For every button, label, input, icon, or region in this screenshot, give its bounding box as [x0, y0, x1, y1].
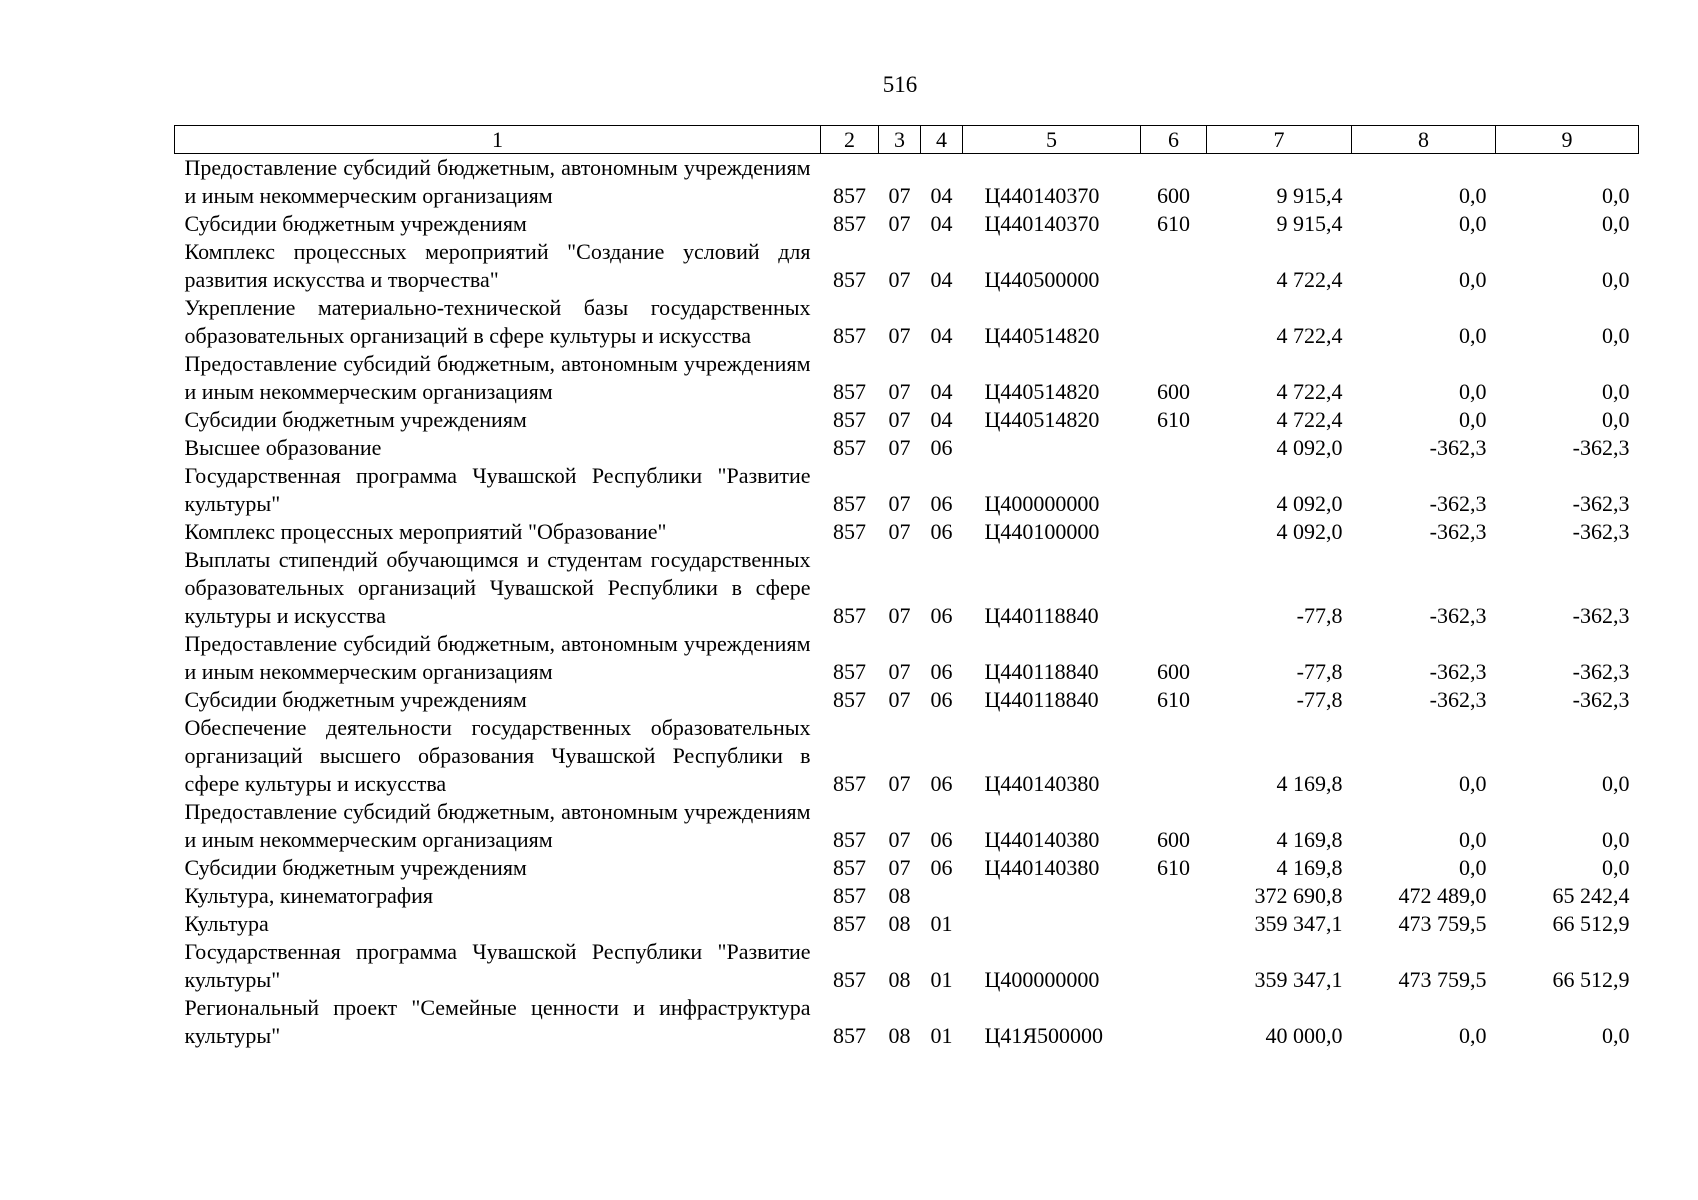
amount-col9-cell: 0,0	[1602, 267, 1630, 292]
column-header-7: 7	[1207, 126, 1352, 154]
column-number-row	[175, 126, 1639, 154]
expense-type-cell	[1141, 882, 1207, 910]
section-code-cell: 08	[888, 1023, 911, 1048]
amount-col8-cell: 0,0	[1459, 267, 1487, 292]
target-article-cell: Ц400000000	[984, 967, 1100, 992]
ministry-code-cell: 857	[833, 183, 866, 208]
amount-col9-cell: 66 512,9	[1552, 967, 1630, 992]
amount-col7-cell: 4 722,4	[1276, 407, 1343, 432]
subsection-code-cell: 04	[930, 323, 953, 348]
ministry-code-cell: 857	[833, 883, 866, 908]
expense-type-cell	[1141, 462, 1207, 518]
section-code-cell: 07	[888, 379, 911, 404]
table-row	[175, 938, 1639, 994]
section-code-cell: 07	[888, 407, 911, 432]
amount-col9-cell: 0,0	[1602, 183, 1630, 208]
amount-col9-cell: -362,3	[1572, 603, 1630, 628]
amount-col9-cell: -362,3	[1572, 491, 1630, 516]
amount-col9-cell: 0,0	[1602, 323, 1630, 348]
amount-col8-cell: 0,0	[1459, 323, 1487, 348]
expense-name-cell: Обеспечение деятельности государственных образовательных организаций высшего образования Чувашской Республики в сфере культуры и искусства	[184, 715, 811, 796]
table-row	[175, 518, 1639, 546]
amount-col8-cell: -362,3	[1429, 491, 1487, 516]
section-code-cell: 07	[888, 827, 911, 852]
target-article-cell: Ц440140370	[984, 211, 1100, 236]
ministry-code-cell: 857	[833, 855, 866, 880]
table-row	[175, 350, 1639, 406]
target-article-cell: Ц440118840	[984, 687, 1099, 712]
expense-name-cell: Предоставление субсидий бюджетным, автономным учреждениям и иным некоммерческим организациям	[184, 351, 811, 404]
subsection-code-cell: 04	[930, 379, 953, 404]
subsection-code-cell: 06	[930, 855, 953, 880]
target-article-cell: Ц440514820	[984, 379, 1100, 404]
table-row	[175, 210, 1639, 238]
expense-name-cell: Предоставление субсидий бюджетным, автономным учреждениям и иным некоммерческим организациям	[184, 155, 811, 208]
target-article-cell: Ц440514820	[984, 323, 1100, 348]
section-code-cell: 07	[888, 435, 911, 460]
amount-col8-cell: -362,3	[1429, 659, 1487, 684]
expense-type-cell	[1141, 294, 1207, 350]
amount-col7-cell: 4 092,0	[1276, 491, 1343, 516]
section-code-cell: 08	[888, 883, 911, 908]
amount-col9-cell: -362,3	[1572, 435, 1630, 460]
ministry-code-cell: 857	[833, 967, 866, 992]
amount-col7-cell: 359 347,1	[1254, 911, 1343, 936]
ministry-code-cell: 857	[833, 323, 866, 348]
expense-name-cell: Комплекс процессных мероприятий "Создание условий для развития искусства и творчества"	[184, 239, 811, 292]
page-number: 516	[882, 72, 918, 97]
ministry-code-cell: 857	[833, 603, 866, 628]
expense-type-cell	[1141, 546, 1207, 630]
section-code-cell: 07	[888, 183, 911, 208]
target-article-cell: Ц400000000	[984, 491, 1100, 516]
table-row	[175, 854, 1639, 882]
amount-col8-cell: 0,0	[1459, 211, 1487, 236]
expense-name-cell: Субсидии бюджетным учреждениям	[184, 855, 527, 880]
column-header-4: 4	[921, 126, 963, 154]
amount-col7-cell: 4 092,0	[1276, 519, 1343, 544]
table-row	[175, 238, 1639, 294]
amount-col7-cell: 4 722,4	[1276, 379, 1343, 404]
expense-type-cell: 610	[1157, 407, 1190, 432]
expense-name-cell: Государственная программа Чувашской Республики "Развитие культуры"	[184, 939, 811, 992]
target-article-cell: Ц440140380	[984, 771, 1100, 796]
ministry-code-cell: 857	[833, 407, 866, 432]
ministry-code-cell: 857	[833, 771, 866, 796]
subsection-code-cell: 04	[930, 407, 953, 432]
expense-type-cell: 600	[1157, 183, 1190, 208]
expense-type-cell	[1141, 910, 1207, 938]
amount-col7-cell: 9 915,4	[1276, 211, 1343, 236]
amount-col8-cell: 0,0	[1459, 407, 1487, 432]
section-code-cell: 08	[888, 967, 911, 992]
column-header-5: 5	[963, 126, 1141, 154]
amount-col9-cell: 0,0	[1602, 407, 1630, 432]
ministry-code-cell: 857	[833, 827, 866, 852]
amount-col7-cell: 372 690,8	[1254, 883, 1343, 908]
amount-col7-cell: 4 722,4	[1276, 323, 1343, 348]
subsection-code-cell: 06	[930, 491, 953, 516]
target-article-cell	[963, 882, 1141, 910]
expense-type-cell: 610	[1157, 211, 1190, 236]
column-header-2: 2	[821, 126, 879, 154]
amount-col9-cell: 0,0	[1602, 827, 1630, 852]
amount-col8-cell: 473 759,5	[1398, 967, 1487, 992]
table-row	[175, 882, 1639, 910]
amount-col7-cell: -77,8	[1296, 687, 1343, 712]
amount-col8-cell: 0,0	[1459, 827, 1487, 852]
amount-col7-cell: -77,8	[1296, 603, 1343, 628]
section-code-cell: 07	[888, 771, 911, 796]
table-row	[175, 994, 1639, 1050]
target-article-cell: Ц440140380	[984, 827, 1100, 852]
expense-name-cell: Выплаты стипендий обучающимся и студентам государственных образовательных организаций Чувашской Республики в сфере культуры и искусства	[184, 547, 811, 628]
amount-col8-cell: 472 489,0	[1398, 883, 1487, 908]
section-code-cell: 08	[888, 911, 911, 936]
expense-name-cell: Культура	[184, 911, 269, 936]
target-article-cell	[963, 434, 1141, 462]
subsection-code-cell: 04	[930, 211, 953, 236]
amount-col8-cell: 0,0	[1459, 183, 1487, 208]
expense-type-cell	[1141, 994, 1207, 1050]
target-article-cell: Ц440118840	[984, 603, 1099, 628]
amount-col9-cell: 66 512,9	[1552, 911, 1630, 936]
amount-col8-cell: 0,0	[1459, 855, 1487, 880]
subsection-code-cell: 06	[930, 771, 953, 796]
expense-name-cell: Культура, кинематография	[184, 883, 434, 908]
subsection-code-cell: 06	[930, 659, 953, 684]
expense-name-cell: Субсидии бюджетным учреждениям	[184, 407, 527, 432]
expense-type-cell: 600	[1157, 827, 1190, 852]
amount-col8-cell: 0,0	[1459, 379, 1487, 404]
column-header-3: 3	[879, 126, 921, 154]
section-code-cell: 07	[888, 659, 911, 684]
target-article-cell: Ц41Я500000	[984, 1023, 1104, 1048]
table-row	[175, 462, 1639, 518]
expense-name-cell: Комплекс процессных мероприятий "Образование"	[184, 519, 667, 544]
amount-col8-cell: -362,3	[1429, 519, 1487, 544]
amount-col8-cell: -362,3	[1429, 687, 1487, 712]
table-row	[175, 546, 1639, 630]
subsection-code-cell: 06	[930, 519, 953, 544]
amount-col9-cell: 0,0	[1602, 855, 1630, 880]
subsection-code-cell: 06	[930, 827, 953, 852]
expense-name-cell: Укрепление материально-технической базы государственных образовательных организаций в сфере культуры и искусства	[184, 295, 811, 348]
subsection-code-cell: 01	[930, 1023, 953, 1048]
amount-col8-cell: -362,3	[1429, 603, 1487, 628]
amount-col9-cell: 0,0	[1602, 379, 1630, 404]
expense-name-cell: Предоставление субсидий бюджетным, автономным учреждениям и иным некоммерческим организациям	[184, 799, 811, 852]
ministry-code-cell: 857	[833, 659, 866, 684]
amount-col7-cell: 4 722,4	[1276, 267, 1343, 292]
expense-type-cell: 600	[1157, 379, 1190, 404]
amount-col7-cell: 4 169,8	[1276, 827, 1343, 852]
ministry-code-cell: 857	[833, 687, 866, 712]
amount-col9-cell: 0,0	[1602, 211, 1630, 236]
amount-col7-cell: 40 000,0	[1265, 1023, 1343, 1048]
table-row	[175, 630, 1639, 686]
section-code-cell: 07	[888, 687, 911, 712]
subsection-code-cell: 04	[930, 183, 953, 208]
subsection-code-cell: 06	[930, 435, 953, 460]
subsection-code-cell: 04	[930, 267, 953, 292]
amount-col8-cell: -362,3	[1429, 435, 1487, 460]
ministry-code-cell: 857	[833, 379, 866, 404]
ministry-code-cell: 857	[833, 911, 866, 936]
target-article-cell: Ц440514820	[984, 407, 1100, 432]
table-row	[175, 686, 1639, 714]
target-article-cell	[963, 910, 1141, 938]
subsection-code-cell: 06	[930, 603, 953, 628]
ministry-code-cell: 857	[833, 519, 866, 544]
section-code-cell: 07	[888, 603, 911, 628]
expense-type-cell	[1141, 714, 1207, 798]
subsection-code-cell: 01	[930, 967, 953, 992]
amount-col7-cell: 4 092,0	[1276, 435, 1343, 460]
expense-type-cell: 610	[1157, 855, 1190, 880]
section-code-cell: 07	[888, 211, 911, 236]
expense-name-cell: Субсидии бюджетным учреждениям	[184, 687, 527, 712]
target-article-cell: Ц440140370	[984, 183, 1100, 208]
table-row	[175, 714, 1639, 798]
section-code-cell: 07	[888, 323, 911, 348]
amount-col7-cell: -77,8	[1296, 659, 1343, 684]
expense-type-cell	[1141, 938, 1207, 994]
section-code-cell: 07	[888, 855, 911, 880]
amount-col7-cell: 9 915,4	[1276, 183, 1343, 208]
subsection-code-cell: 06	[930, 687, 953, 712]
target-article-cell: Ц440100000	[984, 519, 1100, 544]
amount-col8-cell: 0,0	[1459, 771, 1487, 796]
subsection-code-cell: 01	[930, 911, 953, 936]
column-header-8: 8	[1352, 126, 1496, 154]
expense-type-cell	[1141, 434, 1207, 462]
amount-col8-cell: 0,0	[1459, 1023, 1487, 1048]
amount-col9-cell: -362,3	[1572, 687, 1630, 712]
table-body	[175, 154, 1639, 1051]
ministry-code-cell: 857	[833, 435, 866, 460]
amount-col9-cell: 0,0	[1602, 1023, 1630, 1048]
amount-col9-cell: 0,0	[1602, 771, 1630, 796]
ministry-code-cell: 857	[833, 491, 866, 516]
expense-name-cell: Предоставление субсидий бюджетным, автономным учреждениям и иным некоммерческим организациям	[184, 631, 811, 684]
amount-col7-cell: 359 347,1	[1254, 967, 1343, 992]
amount-col8-cell: 473 759,5	[1398, 911, 1487, 936]
table-row	[175, 294, 1639, 350]
amount-col7-cell: 4 169,8	[1276, 771, 1343, 796]
table-row	[175, 154, 1639, 211]
table-row	[175, 406, 1639, 434]
amount-col7-cell: 4 169,8	[1276, 855, 1343, 880]
table-row	[175, 910, 1639, 938]
expense-name-cell: Региональный проект "Семейные ценности и инфраструктура культуры"	[184, 995, 811, 1048]
expense-type-cell: 610	[1157, 687, 1190, 712]
ministry-code-cell: 857	[833, 211, 866, 236]
target-article-cell: Ц440118840	[984, 659, 1099, 684]
column-header-6: 6	[1141, 126, 1207, 154]
amount-col9-cell: -362,3	[1572, 659, 1630, 684]
expense-name-cell: Государственная программа Чувашской Республики "Развитие культуры"	[184, 463, 811, 516]
section-code-cell: 07	[888, 491, 911, 516]
table-row	[175, 798, 1639, 854]
budget-table	[174, 125, 1639, 1050]
column-header-1: 1	[175, 126, 821, 154]
expense-name-cell: Высшее образование	[184, 435, 382, 460]
subsection-code-cell	[921, 882, 963, 910]
target-article-cell: Ц440140380	[984, 855, 1100, 880]
section-code-cell: 07	[888, 267, 911, 292]
table-row	[175, 434, 1639, 462]
expense-name-cell: Субсидии бюджетным учреждениям	[184, 211, 527, 236]
expense-type-cell: 600	[1157, 659, 1190, 684]
section-code-cell: 07	[888, 519, 911, 544]
amount-col9-cell: 65 242,4	[1552, 883, 1630, 908]
ministry-code-cell: 857	[833, 1023, 866, 1048]
amount-col9-cell: -362,3	[1572, 519, 1630, 544]
expense-type-cell	[1141, 518, 1207, 546]
column-header-9: 9	[1496, 126, 1639, 154]
expense-type-cell	[1141, 238, 1207, 294]
ministry-code-cell: 857	[833, 267, 866, 292]
target-article-cell: Ц440500000	[984, 267, 1100, 292]
